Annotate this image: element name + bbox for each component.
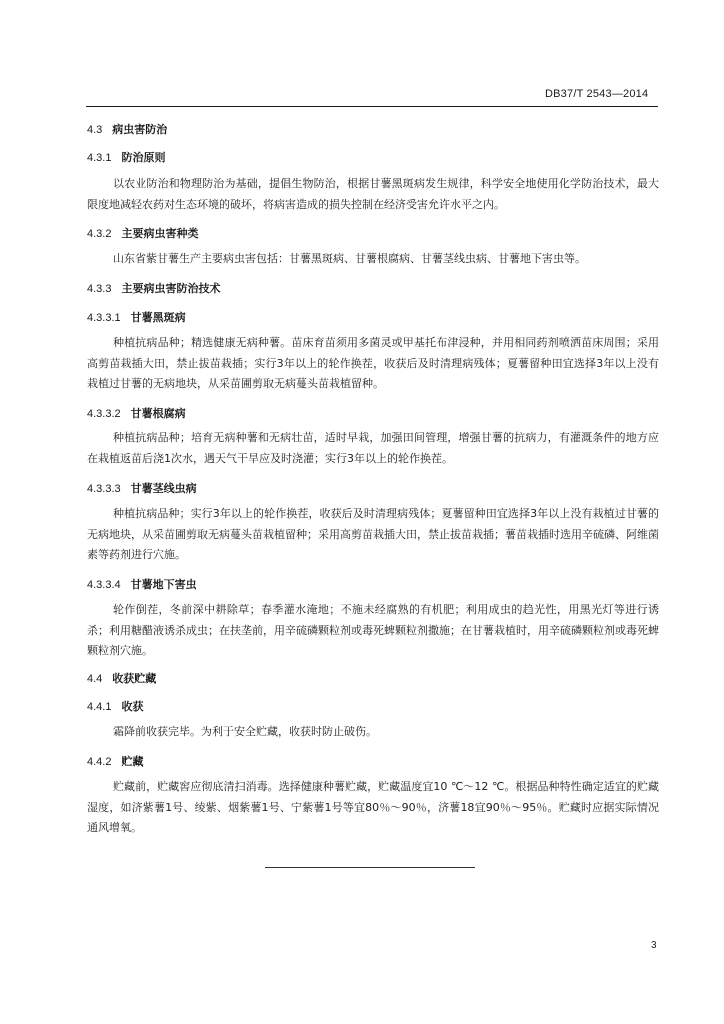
paragraph-4-3-3-1: 种植抗病品种；精选健康无病种薯。苗床育苗须用多菌灵或甲基托布津浸种，并用相同药剂喷洒苗床周围；采用高剪苗栽插大田，禁止拔苗栽插；实行3年以上的轮作换茬，收获后及时清理病残体；夏薯留种田宜选择3年以上没有栽植过甘薯的无病地块，从采苗圃剪取无病蔓头苗栽植留种。 <box>87 336 659 390</box>
heading-number: 4.3.3.1 <box>87 312 121 324</box>
heading-number: 4.3.2 <box>87 228 112 240</box>
paragraph-4-3-2: 山东省紫甘薯生产主要病虫害包括：甘薯黑斑病、甘薯根腐病、甘薯茎线虫病、甘薯地下害虫等。 <box>113 252 586 265</box>
heading-title: 主要病虫害防治技术 <box>121 282 221 295</box>
heading-number: 4.3 <box>87 124 103 136</box>
paragraph-4-3-3-2: 种植抗病品种；培育无病种薯和无病壮苗，适时早栽，加强田间管理，增强甘薯的抗病力，有灌溉条件的地方应在栽植返苗后浇1次水，遇天气干旱应及时浇灌；实行3年以上的轮作换茬。 <box>87 431 659 465</box>
heading-title: 防治原则 <box>121 151 166 164</box>
heading-4-3-3-3 <box>87 480 197 496</box>
paragraph-4-3-3-4: 轮作倒茬，冬前深中耕除草；春季灌水淹地；不施未经腐熟的有机肥；利用成虫的趋光性，用黑光灯等进行诱杀；利用糖醋液诱杀成虫；在扶垄前，用辛硫磷颗粒剂或毒死蜱颗粒剂撒施；在甘薯栽植时，用辛硫磷颗粒剂或毒死蜱颗粒剂穴施。 <box>87 603 659 657</box>
heading-number: 4.3.3.3 <box>87 483 121 495</box>
heading-number: 4.4.1 <box>87 701 112 713</box>
heading-title: 收获 <box>121 700 144 713</box>
heading-title: 收获贮藏 <box>112 672 157 685</box>
heading-4-3-1 <box>87 149 165 165</box>
paragraph-4-4-1: 霜降前收获完毕。为利于安全贮藏，收获时防止破伤。 <box>113 725 377 738</box>
heading-number: 4.4 <box>87 673 103 685</box>
heading-4-3-3-2 <box>87 405 186 421</box>
heading-4-3 <box>87 121 167 137</box>
header-rule <box>86 106 658 107</box>
heading-number: 4.3.3.4 <box>87 579 121 591</box>
end-rule <box>265 867 475 868</box>
paragraph-4-3-3-3: 种植抗病品种；实行3年以上的轮作换茬，收获后及时清理病残体；夏薯留种田宜选择3年以上没有栽植过甘薯的无病地块，从采苗圃剪取无病蔓头苗栽植留种；采用高剪苗栽插大田，禁止拔苗栽插；薯苗栽插时选用辛硫磷、阿维菌素等药剂进行穴施。 <box>87 507 659 561</box>
heading-number: 4.4.2 <box>87 756 112 768</box>
heading-title: 主要病虫害种类 <box>121 227 199 240</box>
heading-title: 甘薯地下害虫 <box>130 578 197 591</box>
heading-title: 甘薯根腐病 <box>130 407 186 420</box>
paragraph-4-3-1: 以农业防治和物理防治为基础，提倡生物防治，根据甘薯黑斑病发生规律，科学安全地使用化学防治技术，最大限度地减轻农药对生态环境的破坏，将病害造成的损失控制在经济受害允许水平之内。 <box>87 177 659 211</box>
heading-number: 4.3.3 <box>87 283 112 295</box>
heading-4-4-2 <box>87 753 143 769</box>
heading-4-3-3-1 <box>87 309 186 325</box>
heading-number: 4.3.1 <box>87 152 112 164</box>
heading-title: 甘薯黑斑病 <box>130 311 186 324</box>
heading-4-4 <box>87 670 156 686</box>
heading-4-3-2 <box>87 225 198 241</box>
standard-code: DB37/T 2543—2014 <box>545 88 649 100</box>
page-number: 3 <box>651 940 657 951</box>
heading-number: 4.3.3.2 <box>87 408 121 420</box>
heading-4-3-3 <box>87 280 220 296</box>
heading-title: 病虫害防治 <box>112 123 168 136</box>
heading-4-4-1 <box>87 698 143 714</box>
heading-4-3-3-4 <box>87 576 197 592</box>
heading-title: 贮藏 <box>121 755 144 768</box>
paragraph-4-4-2: 贮藏前，贮藏窖应彻底清扫消毒。选择健康种薯贮藏，贮藏温度宜10 ℃～12 ℃。根据品种特性确定适宜的贮藏湿度，如济紫薯1号、绫紫、烟紫薯1号、宁紫薯1号等宜80％～90％，济薯18宜90％～95％。贮藏时应据实际情况通风增氧。 <box>87 780 659 834</box>
heading-title: 甘薯茎线虫病 <box>130 482 197 495</box>
